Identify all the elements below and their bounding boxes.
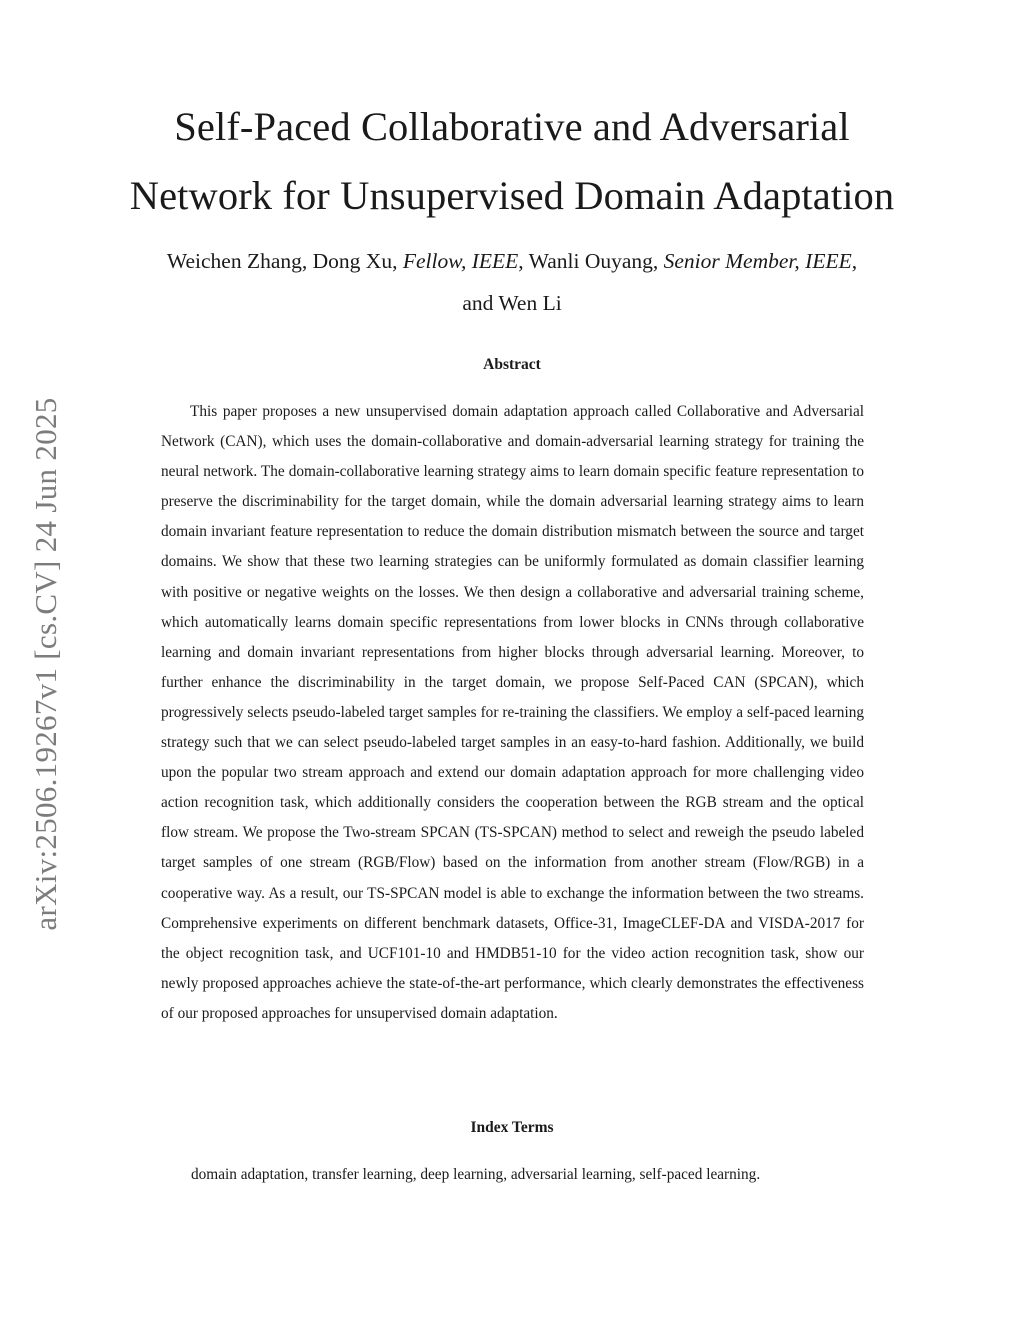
paper-title-line-2: Network for Unsupervised Domain Adaptation: [129, 173, 895, 218]
abstract-body: This paper proposes a new unsupervised domain adaptation approach called Collaborative and Adversarial Network (CAN), which uses the domain-collaborative and domain-adversarial learning strategy for training the neural network. The domain-collaborative learning strategy aims to learn domain specific feature representation to preserve the discriminability for the target domain, while the domain adversarial learning strategy aims to learn domain invariant feature representation to reduce the domain distribution mismatch between the source and target domains. We show that these two learning strategies can be uniformly formulated as domain classifier learning with positive or negative weights on the losses. We then design a collaborative and adversarial training scheme, which automatically learns domain specific representations from lower blocks in CNNs through collaborative learning and domain invariant representations from higher blocks through adversarial learning. Moreover, to further enhance the discriminability in the target domain, we propose Self-Paced CAN (SPCAN), which progressively selects pseudo-labeled target samples for re-training the classifiers. We employ a self-paced learning strategy such that we can select pseudo-labeled target samples in an easy-to-hard fashion. Additionally, we build upon the popular two stream approach and extend our domain adaptation approach for more challenging video action recognition task, which additionally considers the cooperation between the RGB stream and the optical flow stream. We propose the Two-stream SPCAN (TS-SPCAN) method to select and reweigh the pseudo labeled target samples of one stream (RGB/Flow) based on the information from another stream (Flow/RGB) in a cooperative way. As a result, our TS-SPCAN model is able to exchange the information between the two streams. Comprehensive experiments on different benchmark datasets, Office-31, ImageCLEF-DA and VISDA-2017 for the object recognition task, and UCF101-10 and HMDB51-10 for the video action recognition task, show our newly proposed approaches achieve the state-of-the-art performance, which clearly demonstrates the effectiveness of our proposed approaches for unsupervised domain adaptation.: [161, 403, 864, 1022]
paper-title-line-1: Self-Paced Collaborative and Adversarial: [174, 104, 850, 149]
index-terms-body: domain adaptation, transfer learning, deep learning, adversarial learning, self-paced learning.: [191, 1166, 761, 1183]
abstract-heading: Abstract: [483, 356, 541, 373]
author-line-1: [0, 240, 1024, 282]
author-list: [0, 240, 1024, 324]
paper-title: [0, 92, 1024, 230]
author-role: Fellow, IEEE: [402, 249, 519, 273]
author-line-2: and Wen Li: [462, 291, 562, 315]
author-role: Senior Member, IEEE: [663, 249, 852, 273]
index-terms-heading: Index Terms: [470, 1119, 554, 1136]
author-name: Dong Xu,: [312, 249, 403, 273]
author-name: Weichen Zhang,: [166, 249, 313, 273]
author-separator: ,: [851, 249, 858, 273]
arxiv-identifier: arXiv:2506.19267v1 [cs.CV] 24 Jun 2025: [28, 397, 63, 931]
author-name: , Wanli Ouyang,: [518, 249, 664, 273]
